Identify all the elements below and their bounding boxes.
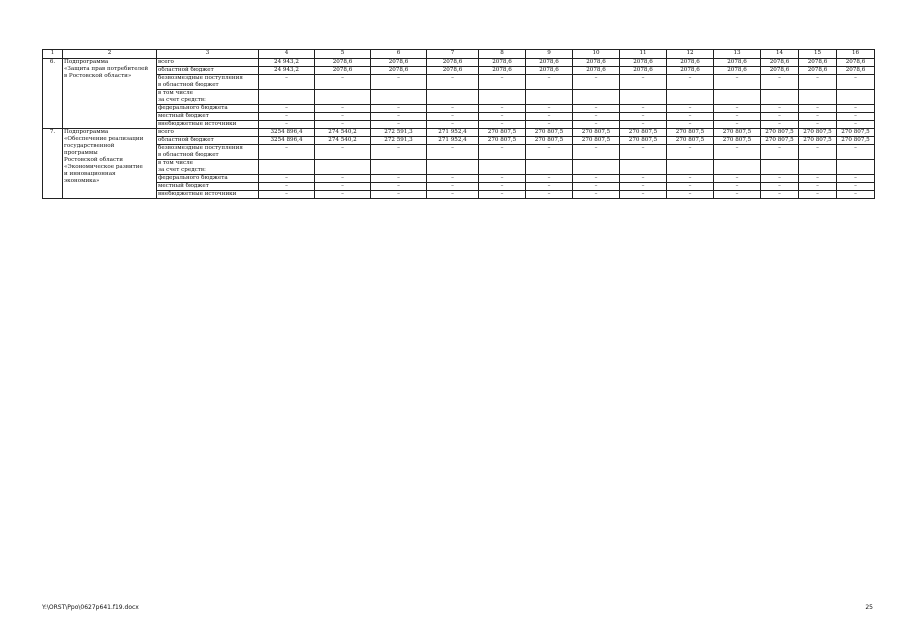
value-cell: – [315,175,371,183]
table-row [43,137,875,145]
value-cell [714,160,761,175]
value-cell: – [427,183,479,191]
funding-source-text: безвозмездные поступления [158,145,243,151]
value-cell: – [526,183,573,191]
value-cell: 3254 896,4 [259,137,315,145]
value-cell [667,90,714,105]
value-cell: 270 807,5 [799,137,837,145]
funding-source-label [157,145,259,160]
value-cell: 272 591,3 [371,129,427,137]
value-cell: – [620,75,667,90]
column-header: 4 [259,50,315,59]
value-cell: 3254 896,4 [259,129,315,137]
value-cell: 270 807,5 [620,129,667,137]
funding-source-label [157,175,259,183]
value-cell: – [371,105,427,113]
value-cell: 270 807,5 [761,137,799,145]
table-row [43,160,875,175]
value-cell: – [837,145,875,160]
column-header: 11 [620,50,667,59]
page-number: 25 [865,604,873,611]
value-cell: – [573,121,620,129]
subprogram-name [63,59,157,129]
value-cell: – [799,105,837,113]
value-cell: 2078,6 [620,59,667,67]
value-cell: – [714,145,761,160]
value-cell: – [667,175,714,183]
column-header: 16 [837,50,875,59]
value-cell: 270 807,5 [761,129,799,137]
value-cell [573,160,620,175]
value-cell: – [315,113,371,121]
value-cell: 270 807,5 [526,137,573,145]
value-cell: 2078,6 [573,67,620,75]
value-cell: – [761,191,799,199]
value-cell: – [761,175,799,183]
funding-source-label [157,183,259,191]
funding-source-label [157,90,259,105]
value-cell: 2078,6 [315,59,371,67]
value-cell: – [371,183,427,191]
value-cell: 2078,6 [620,67,667,75]
value-cell: – [714,183,761,191]
value-cell: – [427,175,479,183]
value-cell: 2078,6 [427,67,479,75]
budget-table [42,49,875,199]
value-cell [761,160,799,175]
value-cell [526,90,573,105]
value-cell: – [837,183,875,191]
value-cell [371,160,427,175]
table-row [43,191,875,199]
table-row [43,75,875,90]
value-cell: – [573,191,620,199]
value-cell: – [761,121,799,129]
value-cell: – [714,105,761,113]
funding-source-text: в том числе [158,160,193,166]
funding-source-text: областной бюджет [158,67,214,73]
value-cell: – [837,105,875,113]
funding-source-text: безвозмездные поступления [158,75,243,81]
value-cell: – [714,121,761,129]
value-cell [799,90,837,105]
value-cell: – [761,183,799,191]
funding-source-label [157,105,259,113]
column-header: 6 [371,50,427,59]
value-cell [714,90,761,105]
value-cell: – [799,191,837,199]
value-cell: 270 807,5 [479,137,526,145]
funding-source-label [157,67,259,75]
value-cell: 270 807,5 [573,129,620,137]
subprogram-name-line: и инновационная [64,171,116,177]
value-cell: 2078,6 [799,59,837,67]
value-cell: 2078,6 [371,59,427,67]
header-row [43,50,875,59]
value-cell: – [479,75,526,90]
funding-source-text: в областной бюджет [158,82,219,88]
value-cell: – [837,121,875,129]
value-cell [761,90,799,105]
value-cell: – [620,113,667,121]
value-cell: – [667,75,714,90]
value-cell: – [526,105,573,113]
value-cell: – [315,145,371,160]
subprogram-name-line: Подпрограмма [64,59,109,65]
subprogram-name-line: Ростовской области [64,157,123,163]
value-cell [526,160,573,175]
column-header: 5 [315,50,371,59]
column-header: 10 [573,50,620,59]
value-cell [427,90,479,105]
funding-source-text: в том числе [158,90,193,96]
value-cell: – [526,191,573,199]
value-cell: 270 807,5 [667,137,714,145]
value-cell: – [573,183,620,191]
value-cell: – [799,175,837,183]
value-cell: – [259,183,315,191]
value-cell: – [526,121,573,129]
value-cell: – [526,113,573,121]
value-cell: 24 943,2 [259,59,315,67]
column-header: 13 [714,50,761,59]
value-cell: 270 807,5 [837,137,875,145]
value-cell: – [620,121,667,129]
value-cell: – [479,183,526,191]
column-header: 12 [667,50,714,59]
value-cell [315,160,371,175]
funding-source-text: федерального бюджета [158,175,228,181]
value-cell [573,90,620,105]
value-cell: – [427,191,479,199]
funding-source-text: за счет средств: [158,97,206,103]
value-cell: – [573,175,620,183]
subprogram-name-line: программы [64,150,98,156]
table-row [43,113,875,121]
funding-source-label [157,129,259,137]
value-cell: – [259,175,315,183]
value-cell: – [259,191,315,199]
value-cell: – [259,145,315,160]
subprogram-name-line: Подпрограмма [64,129,109,135]
value-cell: 270 807,5 [667,129,714,137]
value-cell: – [799,145,837,160]
value-cell [479,160,526,175]
value-cell: 270 807,5 [714,137,761,145]
table-row [43,121,875,129]
value-cell: – [526,145,573,160]
value-cell: – [371,191,427,199]
value-cell: – [479,121,526,129]
table-row [43,129,875,137]
value-cell: 2078,6 [526,67,573,75]
funding-source-text: местный бюджет [158,183,209,189]
column-header: 1 [43,50,63,59]
document-file-path: Y:\ORST\Ppo\0627p641.f19.docx [42,604,139,611]
subprogram-name-line: «Экономическое развитие [64,164,143,170]
value-cell [799,160,837,175]
value-cell: 270 807,5 [837,129,875,137]
value-cell: – [573,75,620,90]
funding-source-text: внебюджетные источники [158,191,237,197]
value-cell [479,90,526,105]
value-cell: 274 540,2 [315,129,371,137]
value-cell: – [479,113,526,121]
column-header: 9 [526,50,573,59]
value-cell: 2078,6 [371,67,427,75]
value-cell: 270 807,5 [620,137,667,145]
value-cell: 2078,6 [837,67,875,75]
table-row [43,67,875,75]
table-row [43,175,875,183]
value-cell: – [761,105,799,113]
subprogram-name-line: в Ростовской области» [64,73,132,79]
value-cell: 2078,6 [573,59,620,67]
value-cell: – [620,183,667,191]
column-header: 7 [427,50,479,59]
value-cell [427,160,479,175]
value-cell: – [761,145,799,160]
value-cell [259,160,315,175]
column-header: 8 [479,50,526,59]
value-cell [837,90,875,105]
subprogram-name [63,129,157,199]
subprogram-name-line: «Защита прав потребителей [64,66,149,72]
value-cell: – [620,191,667,199]
value-cell: – [620,145,667,160]
value-cell: 24 943,2 [259,67,315,75]
value-cell [620,90,667,105]
value-cell: – [573,105,620,113]
value-cell: – [479,105,526,113]
value-cell [667,160,714,175]
column-header: 15 [799,50,837,59]
value-cell: – [837,75,875,90]
value-cell: – [479,145,526,160]
funding-source-text: областной бюджет [158,137,214,143]
value-cell: 2078,6 [427,59,479,67]
value-cell: – [371,113,427,121]
value-cell: – [667,113,714,121]
subprogram-name-line: государственной [64,143,115,149]
value-cell: – [714,113,761,121]
column-header: 3 [157,50,259,59]
column-header: 2 [63,50,157,59]
value-cell: – [315,105,371,113]
value-cell: 2078,6 [315,67,371,75]
value-cell: 2078,6 [479,59,526,67]
funding-source-label [157,113,259,121]
value-cell: – [427,113,479,121]
value-cell: – [573,145,620,160]
funding-source-text: в областной бюджет [158,152,219,158]
funding-source-label [157,137,259,145]
value-cell: – [427,121,479,129]
value-cell: – [714,175,761,183]
value-cell: – [667,191,714,199]
value-cell: – [667,105,714,113]
value-cell: 272 591,3 [371,137,427,145]
value-cell: – [479,175,526,183]
value-cell: – [620,105,667,113]
value-cell: – [620,175,667,183]
value-cell: 2078,6 [761,59,799,67]
value-cell: 270 807,5 [799,129,837,137]
value-cell: – [799,183,837,191]
value-cell: – [259,105,315,113]
value-cell: – [761,113,799,121]
value-cell: 2078,6 [714,59,761,67]
subprogram-name-line: «Обеспечение реализации [64,136,144,142]
funding-source-label [157,191,259,199]
value-cell: – [315,121,371,129]
value-cell: – [837,175,875,183]
value-cell: – [714,191,761,199]
funding-source-text: местный бюджет [158,113,209,119]
value-cell: 2078,6 [761,67,799,75]
value-cell: 271 952,4 [427,129,479,137]
value-cell: 270 807,5 [573,137,620,145]
value-cell: 270 807,5 [714,129,761,137]
value-cell: 270 807,5 [526,129,573,137]
value-cell: – [371,75,427,90]
value-cell: 2078,6 [714,67,761,75]
table-row [43,105,875,113]
value-cell: – [315,183,371,191]
value-cell [315,90,371,105]
value-cell: – [799,113,837,121]
funding-source-text: всего [158,129,174,135]
funding-source-text: федерального бюджета [158,105,228,111]
funding-source-text: внебюджетные источники [158,121,237,127]
value-cell: – [526,175,573,183]
table-row [43,90,875,105]
value-cell: – [427,105,479,113]
value-cell: 270 807,5 [479,129,526,137]
value-cell: – [259,75,315,90]
value-cell: – [315,75,371,90]
funding-source-label [157,160,259,175]
funding-source-label [157,75,259,90]
value-cell: 2078,6 [479,67,526,75]
value-cell: – [573,113,620,121]
value-cell: 274 540,2 [315,137,371,145]
value-cell [837,160,875,175]
value-cell: – [371,121,427,129]
value-cell: 2078,6 [667,59,714,67]
value-cell: 2078,6 [837,59,875,67]
value-cell [371,90,427,105]
table-row [43,183,875,191]
value-cell: – [427,75,479,90]
value-cell: – [837,113,875,121]
value-cell: – [427,145,479,160]
value-cell: – [714,75,761,90]
row-number: 7. [43,129,63,199]
value-cell: – [259,121,315,129]
value-cell [259,90,315,105]
value-cell: – [315,191,371,199]
value-cell: 2078,6 [799,67,837,75]
value-cell: – [799,75,837,90]
value-cell: – [526,75,573,90]
value-cell: – [837,191,875,199]
table-row [43,59,875,67]
table-row [43,145,875,160]
value-cell: – [371,175,427,183]
value-cell: 271 952,4 [427,137,479,145]
value-cell: – [667,121,714,129]
column-header: 14 [761,50,799,59]
row-number: 6. [43,59,63,129]
value-cell: – [479,191,526,199]
value-cell: 2078,6 [526,59,573,67]
subprogram-name-line: экономика» [64,178,100,184]
value-cell: – [259,113,315,121]
funding-source-text: за счет средств: [158,167,206,173]
value-cell: – [667,183,714,191]
funding-source-label [157,59,259,67]
value-cell: 2078,6 [667,67,714,75]
funding-source-text: всего [158,59,174,65]
value-cell: – [761,75,799,90]
value-cell: – [371,145,427,160]
value-cell [620,160,667,175]
value-cell: – [799,121,837,129]
value-cell: – [667,145,714,160]
funding-source-label [157,121,259,129]
